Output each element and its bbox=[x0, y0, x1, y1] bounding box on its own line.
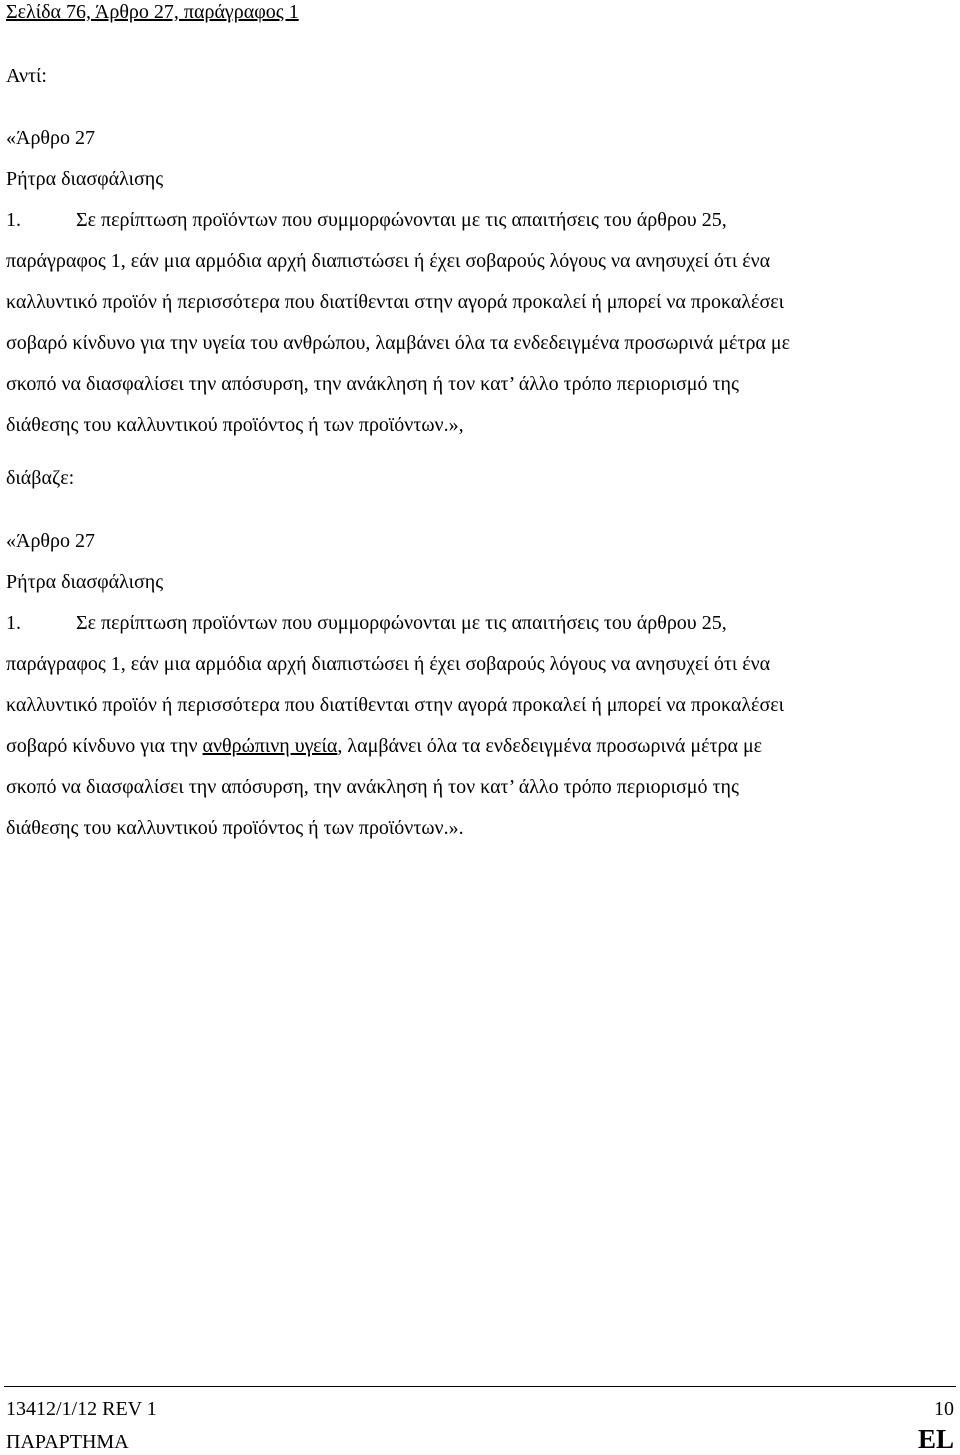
footer-page-number: 10 bbox=[934, 1398, 954, 1420]
instead-paragraph-first-line bbox=[6, 208, 727, 232]
instead-label: Αντί: bbox=[6, 65, 47, 87]
read-line-4-before: σοβαρό κίνδυνο για την bbox=[6, 735, 203, 757]
instead-line-1: Σε περίπτωση προϊόντων που συμμορφώνονται με τις απαιτήσεις του άρθρου 25, bbox=[76, 209, 727, 231]
footer-document-code: 13412/1/12 REV 1 bbox=[6, 1398, 157, 1420]
instead-line-5: σκοπό να διασφαλίσει την απόσυρση, την ανάκληση ή τον κατ’ άλλο τρόπο περιορισμό της bbox=[6, 373, 739, 395]
amended-text-underlined: ανθρώπινη υγεία bbox=[202, 735, 338, 757]
read-paragraph-first-line bbox=[6, 611, 727, 635]
read-paragraph-number: 1. bbox=[6, 612, 21, 634]
read-article-subtitle: Ρήτρα διασφάλισης bbox=[6, 571, 164, 593]
read-line-4 bbox=[6, 734, 762, 758]
instead-line-2: παράγραφος 1, εάν μια αρμόδια αρχή διαπιστώσει ή έχει σοβαρούς λόγους να ανησυχεί ότι ένα bbox=[6, 250, 771, 272]
read-line-2: παράγραφος 1, εάν μια αρμόδια αρχή διαπιστώσει ή έχει σοβαρούς λόγους να ανησυχεί ότι ένα bbox=[6, 653, 771, 675]
instead-article-title: «Άρθρο 27 bbox=[6, 127, 95, 149]
footer-divider bbox=[4, 1386, 956, 1387]
read-line-3: καλλυντικό προϊόν ή περισσότερα που διατίθενται στην αγορά προκαλεί ή μπορεί να προκαλέσει bbox=[6, 694, 785, 716]
instead-article-subtitle: Ρήτρα διασφάλισης bbox=[6, 168, 164, 190]
instead-line-6: διάθεσης του καλλυντικού προϊόντος ή των προϊόντων.», bbox=[6, 414, 464, 436]
read-line-5: σκοπό να διασφαλίσει την απόσυρση, την ανάκληση ή τον κατ’ άλλο τρόπο περιορισμό της bbox=[6, 776, 739, 798]
read-line-6: διάθεσης του καλλυντικού προϊόντος ή των προϊόντων.». bbox=[6, 817, 464, 839]
instead-paragraph-number: 1. bbox=[6, 209, 21, 231]
read-line-1: Σε περίπτωση προϊόντων που συμμορφώνονται με τις απαιτήσεις του άρθρου 25, bbox=[76, 612, 727, 634]
read-line-4-after: , λαμβάνει όλα τα ενδεδειγμένα προσωρινά μέτρα με bbox=[337, 735, 763, 757]
read-label: διάβαζε: bbox=[6, 467, 75, 489]
read-article-title: «Άρθρο 27 bbox=[6, 530, 95, 552]
footer-annex-label: ΠΑΡΑΡΤΗΜΑ bbox=[6, 1431, 129, 1453]
page-reference: Σελίδα 76, Άρθρο 27, παράγραφος 1 bbox=[6, 1, 299, 23]
instead-line-3: καλλυντικό προϊόν ή περισσότερα που διατίθενται στην αγορά προκαλεί ή μπορεί να προκαλέσει bbox=[6, 291, 785, 313]
instead-line-4: σοβαρό κίνδυνο για την υγεία του ανθρώπου, λαμβάνει όλα τα ενδεδειγμένα προσωρινά μέτρα με bbox=[6, 332, 791, 354]
footer-language-code: EL bbox=[917, 1424, 954, 1454]
